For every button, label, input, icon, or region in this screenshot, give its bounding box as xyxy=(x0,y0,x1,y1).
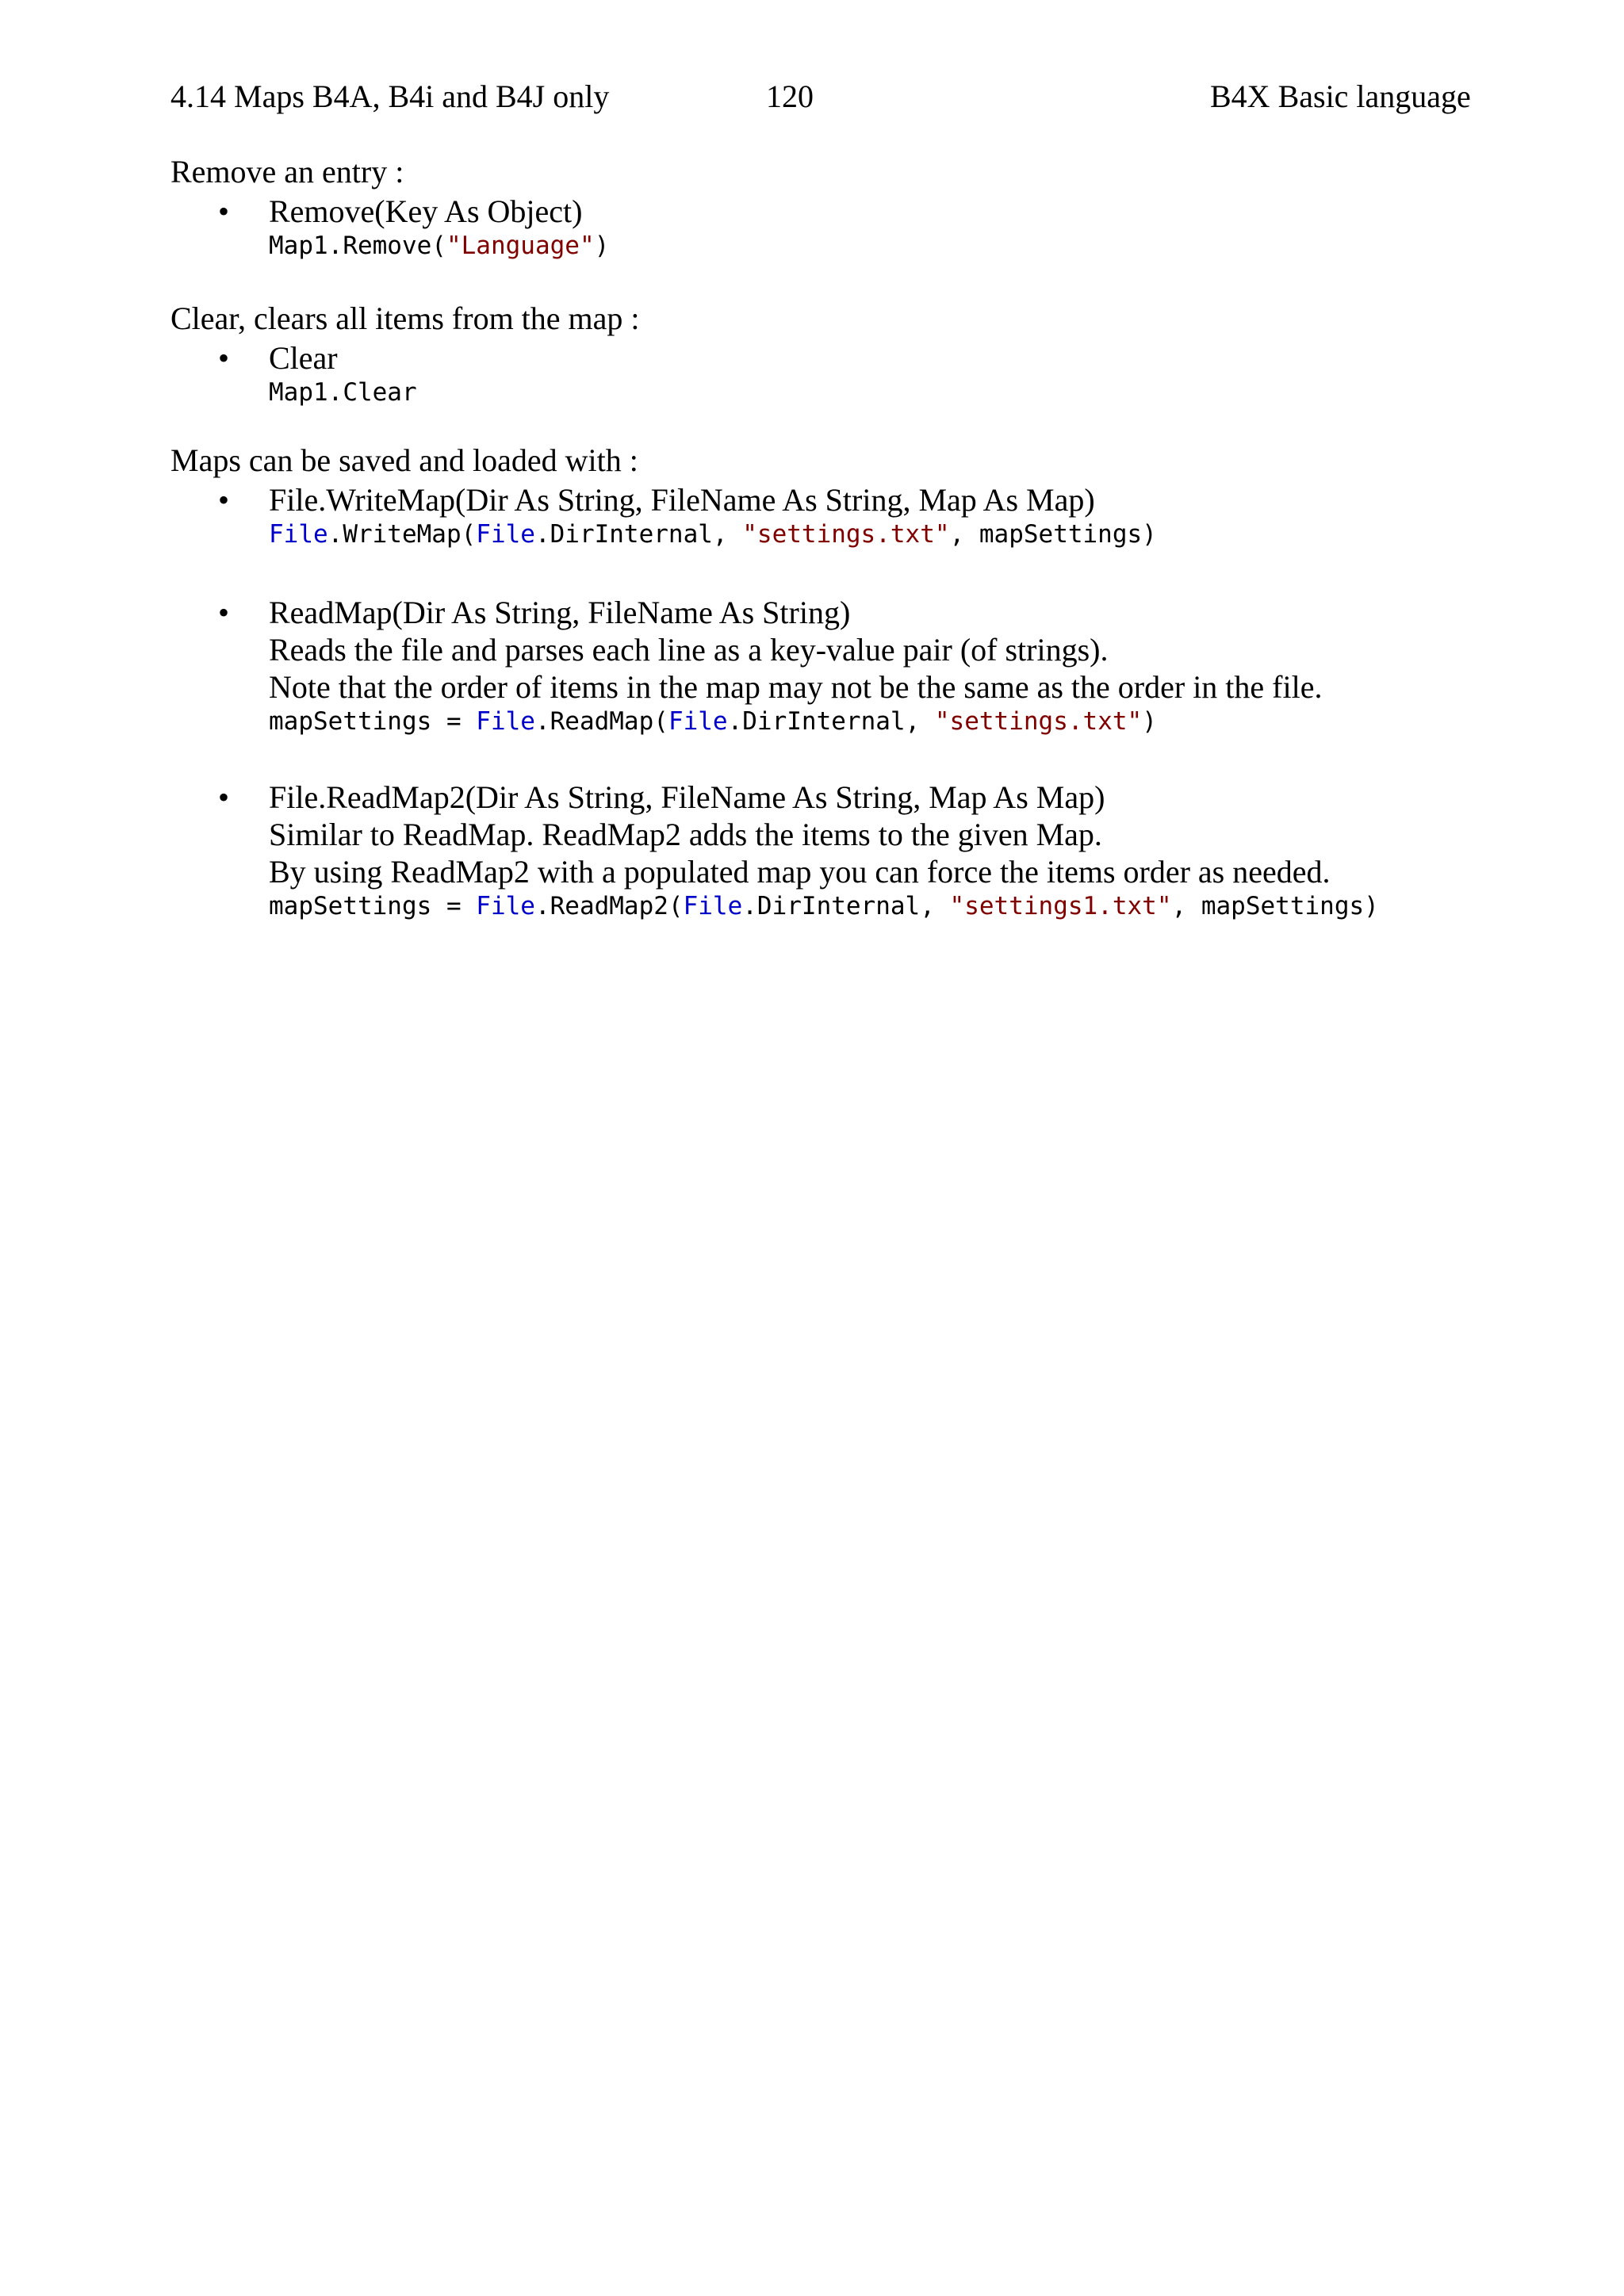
header-book-title: B4X Basic language xyxy=(1210,78,1471,114)
remove-method-signature: Remove(Key As Object) xyxy=(269,193,583,229)
remove-section xyxy=(170,153,1519,262)
readmap2-description-2: By using ReadMap2 with a populated map you can force the items order as needed. xyxy=(269,854,1331,890)
header-section-title: 4.14 Maps B4A, B4i and B4J only xyxy=(170,78,610,114)
readmap2-description-1: Similar to ReadMap. ReadMap2 adds the items to the given Map. xyxy=(269,817,1102,852)
writemap-method-signature: File.WriteMap(Dir As String, FileName As String, Map As Map) xyxy=(269,482,1095,518)
bullet: • xyxy=(218,779,230,815)
clear-code-line: Map1.Clear xyxy=(269,378,417,407)
readmap2-list-item xyxy=(170,779,1519,922)
header-page-number: 120 xyxy=(766,78,814,114)
readmap-section xyxy=(170,592,1519,737)
readmap-code-line: mapSettings = File.ReadMap(File.DirInternal, "settings.txt") xyxy=(269,707,1157,736)
clear-list-item xyxy=(170,339,1519,408)
bullet: • xyxy=(218,193,230,229)
writemap-list-item xyxy=(170,481,1519,550)
save-load-intro: Maps can be saved and loaded with : xyxy=(170,442,638,478)
remove-intro: Remove an entry : xyxy=(170,154,404,189)
remove-code-line: Map1.Remove("Language") xyxy=(269,232,610,260)
readmap-description-1: Reads the file and parses each line as a key-value pair (of strings). xyxy=(269,632,1109,668)
clear-intro: Clear, clears all items from the map : xyxy=(170,300,640,336)
readmap-method-signature: ReadMap(Dir As String, FileName As String) xyxy=(269,595,851,630)
clear-section xyxy=(170,300,1519,408)
save-load-section xyxy=(170,442,1519,550)
readmap2-section xyxy=(170,777,1519,922)
clear-method-signature: Clear xyxy=(269,340,338,376)
bullet: • xyxy=(218,340,230,376)
bullet: • xyxy=(218,482,230,518)
readmap-list-item xyxy=(170,594,1519,737)
readmap2-code-line: mapSettings = File.ReadMap2(File.DirInternal, "settings1.txt", mapSettings) xyxy=(269,892,1379,920)
readmap2-method-signature: File.ReadMap2(Dir As String, FileName As String, Map As Map) xyxy=(269,779,1105,815)
page-header xyxy=(0,73,1624,121)
writemap-code-line: File.WriteMap(File.DirInternal, "settings.txt", mapSettings) xyxy=(269,520,1157,549)
readmap-description-2: Note that the order of items in the map may not be the same as the order in the file. xyxy=(269,669,1323,705)
remove-list-item xyxy=(170,193,1519,262)
bullet: • xyxy=(218,595,230,630)
